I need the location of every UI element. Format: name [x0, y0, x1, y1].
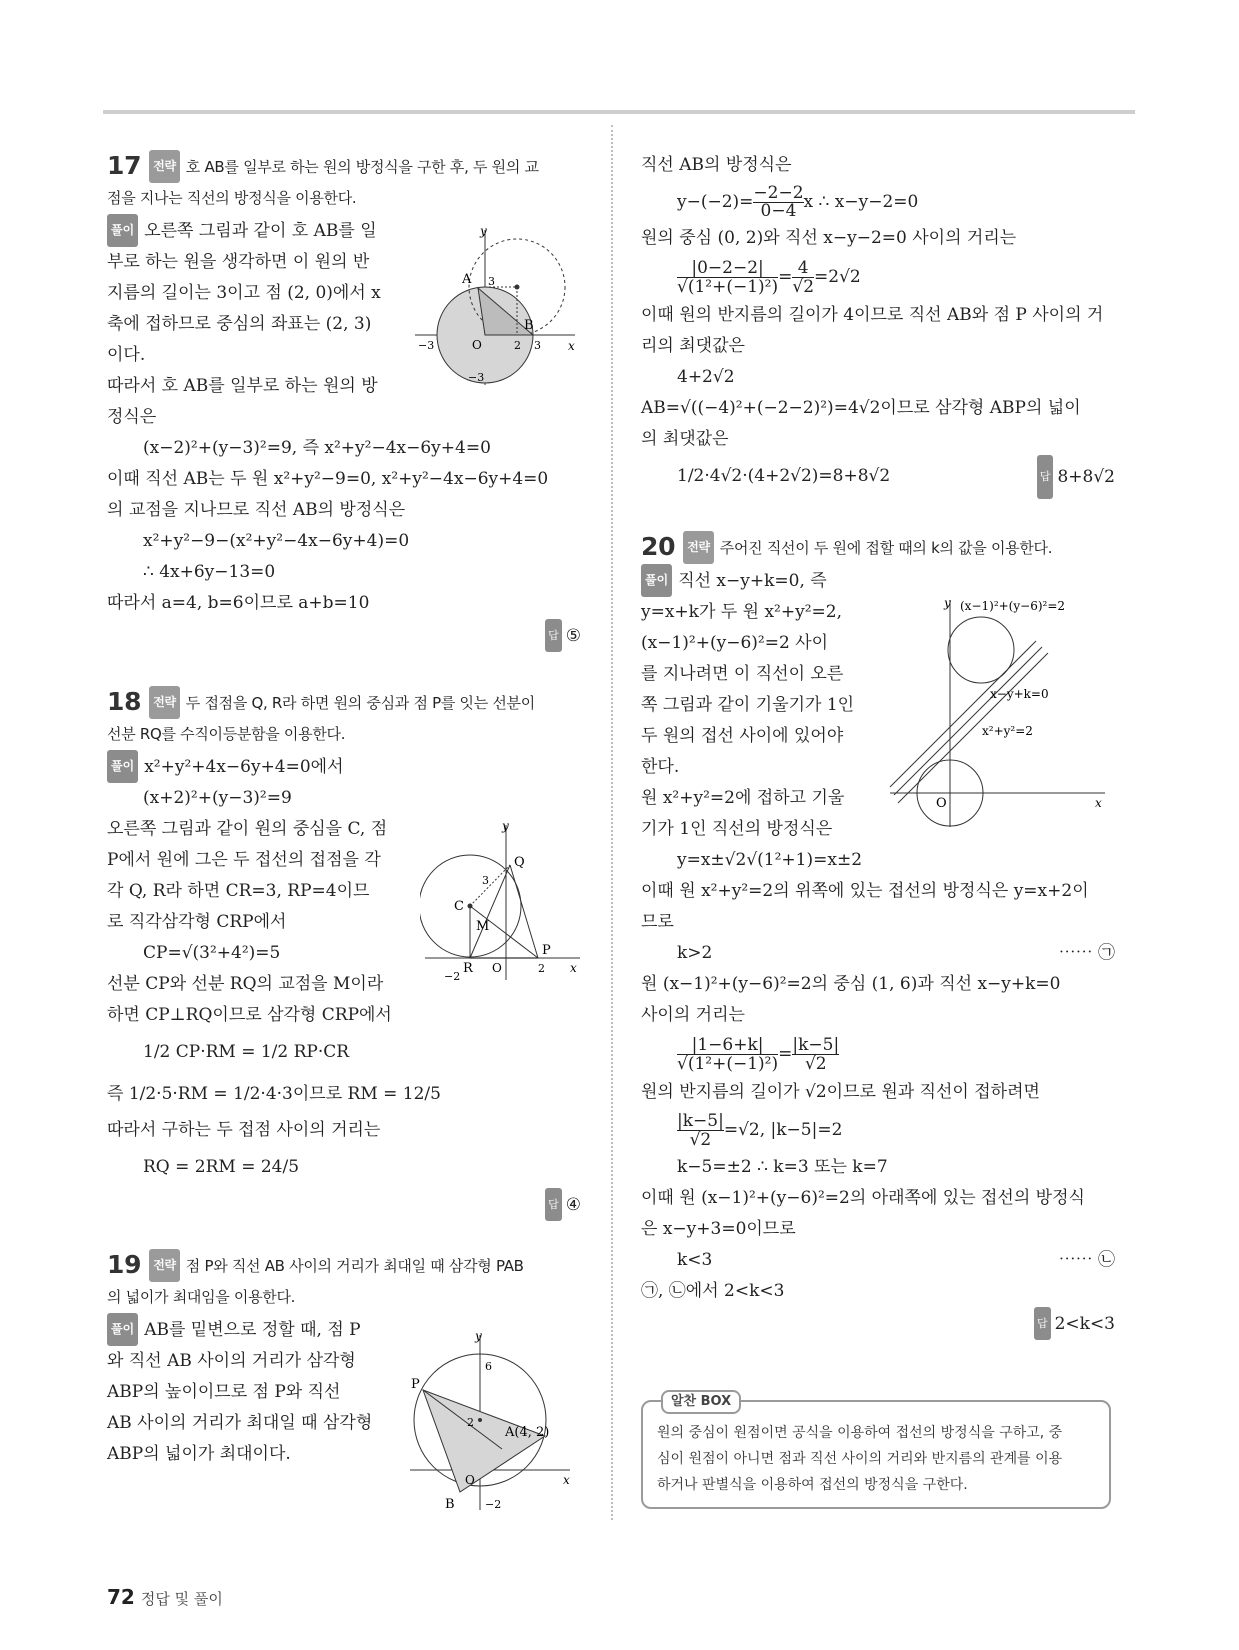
- answer-value: 8+8√2: [1057, 467, 1115, 487]
- center-point: [515, 285, 520, 290]
- equation: [641, 455, 1119, 497]
- tick-label: 3: [482, 874, 489, 887]
- tick-label: 3: [488, 275, 495, 288]
- strategy-tag: 전략: [149, 686, 180, 719]
- tick-label: 2: [467, 1416, 474, 1429]
- tick-label: −2: [444, 970, 461, 983]
- solution-tag: 풀이: [107, 214, 138, 247]
- equation: y=x±√2√(1²+1)=x±2: [677, 850, 863, 870]
- point-label: O: [465, 1473, 475, 1487]
- answer-tag: 답: [1034, 1307, 1051, 1340]
- solution-line: 오른쪽 그림과 같이 호 AB를 일: [144, 221, 377, 241]
- equation-part: =2√2: [814, 267, 861, 287]
- point-label: A(4, 2): [505, 1425, 550, 1440]
- line-k: [894, 647, 1042, 795]
- equation: 1/2 CP·RM = 1/2 RP·CR: [143, 1042, 350, 1062]
- solution-line: 직선 AB의 방정식은: [641, 155, 792, 175]
- axis-label: x: [570, 961, 577, 975]
- solution-line: 정식은: [107, 407, 157, 427]
- solution-line: 와 직선 AB 사이의 거리가 삼각형: [107, 1351, 356, 1371]
- solution-line: 기가 1인 직선의 방정식은: [641, 819, 833, 839]
- figure-18: [420, 820, 585, 985]
- fraction-numerator: 4: [792, 259, 814, 278]
- equation-label: x−y+k=0: [990, 687, 1049, 701]
- equation: RQ = 2RM = 24/5: [143, 1157, 300, 1177]
- tip-box-line: 심이 원점이 아니면 점과 직선 사이의 거리와 반지름의 관계를 이용: [657, 1451, 1063, 1467]
- axis-label: x: [563, 1473, 570, 1487]
- solution-line: 각 Q, R라 하면 CR=3, RP=4이므: [107, 881, 370, 901]
- tip-box: [641, 1394, 1111, 1509]
- problem-number: 20: [641, 532, 676, 561]
- problem-number: 19: [107, 1250, 142, 1279]
- equation: (x+2)²+(y−3)²=9: [143, 788, 292, 808]
- equation: [641, 1108, 1119, 1152]
- tick-label: 6: [485, 1360, 492, 1373]
- point-label: B: [445, 1497, 455, 1512]
- problem-19-continued: [641, 150, 1119, 497]
- solution-line: 사이의 거리는: [641, 1005, 745, 1025]
- equation-part: x ∴ x−y−2=0: [803, 192, 919, 212]
- solution-line: 이때 직선 AB는 두 원 x²+y²−9=0, x²+y²−4x−6y+4=0: [107, 469, 549, 489]
- problem-number: 18: [107, 687, 142, 716]
- equation: CP=√(3²+4²)=5: [143, 943, 281, 963]
- page-footer: [107, 1585, 223, 1609]
- equation-part: 1/2·4√2·(4+2√2)=8+8√2: [677, 466, 891, 486]
- solution-line: 오른쪽 그림과 같이 원의 중심을 C, 점: [107, 819, 388, 839]
- point-label: A: [462, 272, 472, 287]
- tip-box-line: 하거나 판별식을 이용하여 접선의 방정식을 구한다.: [657, 1477, 968, 1493]
- fraction-numerator: |0−2−2|: [677, 259, 778, 278]
- strategy-text: 점 P와 직선 AB 사이의 거리가 최대일 때 삼각형 PAB: [185, 1257, 524, 1275]
- strategy-text: 의 넓이가 최대임을 이용한다.: [107, 1288, 296, 1306]
- equation: ∴ 4x+6y−13=0: [143, 562, 276, 582]
- solution-line: 의 교점을 지나므로 직선 AB의 방정식은: [107, 500, 406, 520]
- fraction-numerator: |1−6+k|: [677, 1036, 778, 1055]
- point-label: O: [492, 961, 502, 975]
- answer: [107, 1188, 585, 1221]
- solution-line: 로 직각삼각형 CRP에서: [107, 912, 287, 932]
- strategy-tag: 전략: [149, 150, 180, 183]
- strategy-text: 호 AB를 일부로 하는 원의 방정식을 구한 후, 두 원의 교: [185, 158, 539, 176]
- solution-line: 므로: [641, 912, 674, 932]
- solution-line: 직선 x−y+k=0, 즉: [678, 571, 827, 591]
- solution-line: 이때 원 (x−1)²+(y−6)²=2의 아래쪽에 있는 접선의 방정식: [641, 1188, 1085, 1208]
- center-point: [468, 904, 473, 909]
- column-divider: [611, 125, 613, 1520]
- point-label: C: [454, 899, 464, 914]
- solution-line: 이때 원의 반지름의 길이가 4이므로 직선 AB와 점 P 사이의 거: [641, 305, 1104, 325]
- solution-line: 따라서 a=4, b=6이므로 a+b=10: [107, 593, 370, 613]
- page-number: 72: [107, 1585, 135, 1609]
- point-label: P: [542, 943, 551, 958]
- solution-line: 원의 중심 (0, 2)와 직선 x−y−2=0 사이의 거리는: [641, 228, 1017, 248]
- answer-tag: 답: [545, 619, 562, 652]
- equation: k>2: [677, 943, 713, 963]
- tick-label: −3: [468, 371, 485, 384]
- equation-label: (x−1)²+(y−6)²=2: [960, 599, 1066, 613]
- solution-line: 두 원의 접선 사이에 있어야: [641, 726, 844, 746]
- tick-label: 2: [514, 339, 521, 352]
- figure-17: [410, 225, 580, 390]
- fraction-numerator: −2−2: [753, 183, 804, 203]
- answer-value: ⑤: [565, 626, 581, 646]
- point-label: M: [476, 919, 490, 934]
- solution-line: y=x+k가 두 원 x²+y²=2,: [641, 602, 842, 622]
- axis-label: y: [475, 1330, 482, 1343]
- condition-marker: ⋯⋯ ㉡: [1058, 1250, 1115, 1270]
- solution-line: ABP의 넓이가 최대이다.: [107, 1444, 291, 1464]
- solution-line: x²+y²+4x−6y+4=0에서: [144, 757, 344, 777]
- strategy-tag: 전략: [149, 1249, 180, 1282]
- tick-label: −3: [418, 339, 435, 352]
- point-label: P: [411, 1377, 420, 1392]
- equation: (x−2)²+(y−3)²=9, 즉 x²+y²−4x−6y+4=0: [143, 438, 491, 458]
- tangent-line: [890, 641, 1036, 787]
- answer: [641, 1307, 1119, 1340]
- answer-tag: 답: [1037, 455, 1054, 499]
- solution-line: 한다.: [641, 757, 680, 777]
- solution-line: 이다.: [107, 345, 146, 365]
- fraction-numerator: |k−5|: [792, 1035, 840, 1055]
- strategy-tag: 전략: [683, 531, 714, 564]
- equation-part: =√2, |k−5|=2: [723, 1120, 843, 1140]
- tick-label: 2: [538, 962, 545, 975]
- solution-line: ABP의 높이이므로 점 P와 직선: [107, 1382, 341, 1402]
- equation: $\frac{|0-2-2|}{\text{√(1²+(−1)²)}}$ = $\frac{4}{√2}$ =2√2: [677, 258, 861, 297]
- solution-line: ㉠, ㉡에서 2<k<3: [641, 1281, 785, 1301]
- point-label: R: [463, 961, 473, 976]
- solution-line: AB 사이의 거리가 최대일 때 삼각형: [107, 1413, 373, 1433]
- equation-label: x²+y²=2: [982, 724, 1033, 738]
- fraction-denominator: √(1²+(−1)²): [677, 277, 779, 297]
- point-label: Q: [514, 855, 525, 870]
- tangent-qp: [510, 865, 538, 958]
- fraction-denominator: √2: [804, 1054, 827, 1074]
- segment-cq: [470, 865, 510, 906]
- axis-label: x: [1095, 796, 1102, 810]
- solution-line: 원의 반지름의 길이가 √2이므로 원과 직선이 접하려면: [641, 1082, 1040, 1102]
- triangle-abp: [423, 1390, 545, 1492]
- strategy-text: 주어진 직선이 두 원에 접할 때의 k의 값을 이용한다.: [719, 539, 1053, 557]
- solution-line: 부로 하는 원을 생각하면 이 원의 반: [107, 252, 370, 272]
- equation: [641, 181, 1119, 223]
- solution-tag: 풀이: [641, 564, 672, 597]
- solution-line: 선분 CP와 선분 RQ의 교점을 M이라: [107, 974, 384, 994]
- axis-label: y: [480, 225, 487, 238]
- solution-line: 리의 최댓값은: [641, 336, 745, 356]
- equation-part: y−(−2)=: [677, 192, 754, 212]
- axis-label: x: [568, 339, 575, 353]
- answer: [107, 619, 585, 652]
- solution-line: 따라서 구하는 두 접점 사이의 거리는: [107, 1120, 381, 1140]
- axis-label: y: [502, 820, 509, 833]
- solution-tag: 풀이: [107, 1313, 138, 1346]
- figure-20: [880, 595, 1110, 830]
- fraction-denominator: √2: [689, 1130, 712, 1150]
- figure-19: [405, 1330, 585, 1515]
- solution-line: 은 x−y+3=0이므로: [641, 1219, 796, 1239]
- solution-tag: 풀이: [107, 750, 138, 783]
- fraction-denominator: 0−4: [760, 201, 797, 221]
- fraction-denominator: √(1²+(−1)²): [677, 1054, 779, 1074]
- equation: 즉 1/2·5·RM = 1/2·4·3이므로 RM = 12/5: [107, 1084, 441, 1104]
- solution-line: 하면 CP⊥RQ이므로 삼각형 CRP에서: [107, 1005, 392, 1025]
- answer-tag: 답: [545, 1188, 562, 1221]
- strategy-text: 두 접점을 Q, R라 하면 원의 중심과 점 P를 잇는 선분이: [185, 694, 535, 712]
- center-point: [478, 1418, 482, 1422]
- top-rule: [103, 110, 1135, 114]
- equation: k−5=±2 ∴ k=3 또는 k=7: [677, 1157, 888, 1177]
- footer-label: 정답 및 풀이: [140, 1590, 223, 1608]
- answer-value: ④: [565, 1195, 581, 1215]
- fraction-numerator: |k−5|: [677, 1111, 724, 1131]
- solution-line: 이때 원 x²+y²=2의 위쪽에 있는 접선의 방정식은 y=x+2이: [641, 881, 1089, 901]
- solution-line: 따라서 호 AB를 일부로 하는 원의 방: [107, 376, 378, 396]
- tip-box-line: 원의 중심이 원점이면 공식을 이용하여 접선의 방정식을 구하고, 중: [657, 1425, 1063, 1441]
- equation: $\frac{|1-6+k|}{\text{√(1²+(−1)²)}}$ = $\frac{|k-5|}{√2}$: [677, 1035, 840, 1074]
- equation: k<3: [677, 1250, 713, 1270]
- equation: x²+y²−9−(x²+y²−4x−6y+4)=0: [143, 531, 410, 551]
- solution-line: AB=√((−4)²+(−2−2)²)=4√2이므로 삼각형 ABP의 넓이: [641, 398, 1081, 418]
- point-label: O: [936, 796, 947, 811]
- solution-line: 원 x²+y²=2에 접하고 기울: [641, 788, 845, 808]
- solution-line: 쪽 그림과 같이 기울기가 1인: [641, 695, 855, 715]
- solution-line: 를 지나려면 이 직선이 오른: [641, 664, 844, 684]
- tip-box-title: 알찬 BOX: [661, 1390, 741, 1414]
- equation: 4+2√2: [677, 367, 735, 387]
- point-label: B: [524, 318, 534, 333]
- condition-marker: ⋯⋯ ㉠: [1058, 943, 1115, 963]
- axis-label: y: [944, 596, 951, 610]
- tick-label: 3: [534, 339, 541, 352]
- strategy-text: 선분 RQ를 수직이등분함을 이용한다.: [107, 725, 346, 743]
- point-label: O: [472, 338, 482, 352]
- tick-label: −2: [485, 1498, 502, 1511]
- solution-line: (x−1)²+(y−6)²=2 사이: [641, 633, 829, 653]
- solution-line: AB를 밑변으로 정할 때, 점 P: [144, 1320, 361, 1340]
- solution-line: 의 최댓값은: [641, 429, 729, 449]
- answer: [1037, 455, 1115, 499]
- solution-line: 원 (x−1)²+(y−6)²=2의 중심 (1, 6)과 직선 x−y+k=0: [641, 974, 1061, 994]
- solution-line: 지름의 길이는 3이고 점 (2, 0)에서 x: [107, 283, 381, 303]
- strategy-text: 점을 지나는 직선의 방정식을 이용한다.: [107, 189, 357, 207]
- fraction-denominator: √2: [792, 277, 815, 297]
- answer-value: 2<k<3: [1054, 1314, 1115, 1334]
- solution-line: 축에 접하므로 중심의 좌표는 (2, 3): [107, 314, 372, 334]
- solution-line: P에서 원에 그은 두 접선의 접점을 각: [107, 850, 381, 870]
- problem-number: 17: [107, 151, 142, 180]
